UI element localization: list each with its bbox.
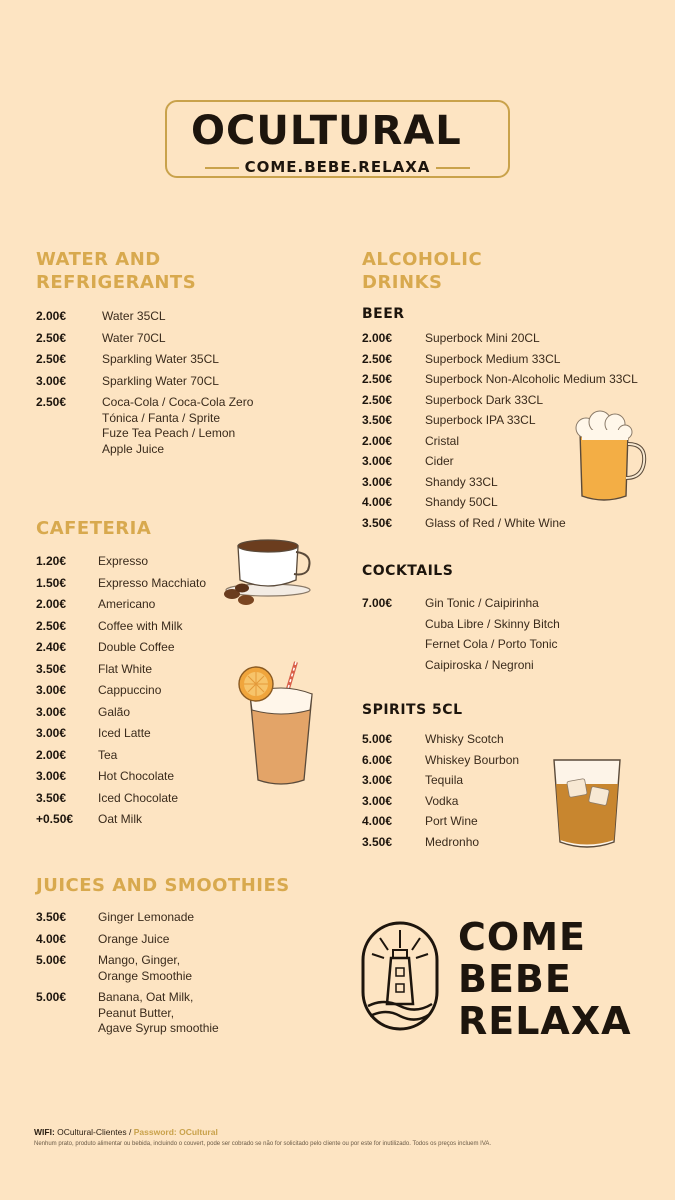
menu-item — [36, 309, 336, 325]
menu-item-price: 2.50€ — [36, 618, 67, 633]
menu-item-price: 3.00€ — [36, 683, 67, 697]
menu-item — [36, 683, 236, 699]
menu-item-price: 4.00€ — [362, 814, 393, 828]
logo-name: OCULTURAL — [191, 108, 462, 154]
menu-item-name: Coffee with Milk — [98, 618, 183, 633]
cocktails-list — [362, 593, 662, 681]
menu-item-name: Superbock Dark 33CL — [425, 392, 544, 407]
menu-item-price: 3.00€ — [36, 726, 67, 740]
menu-item — [362, 593, 662, 675]
menu-item — [362, 372, 662, 388]
menu-item-price: 3.00€ — [36, 373, 67, 388]
menu-item-name: Iced Latte — [98, 726, 151, 740]
menu-item — [36, 748, 236, 764]
menu-item-name: Superbock Mini 20CL — [425, 331, 540, 345]
logo — [165, 100, 510, 178]
menu-item — [36, 910, 316, 926]
menu-item-name: Coca-Cola / Coca-Cola Zero Tónica / Fanta / Sprite Fuze Tea Peach / Lemon Apple Juice — [102, 395, 254, 456]
menu-item-name: Mango, Ginger, Orange Smoothie — [98, 953, 193, 983]
menu-item — [36, 812, 236, 828]
menu-item-name: Glass of Red / White Wine — [425, 515, 566, 530]
subsection-title-spirits: SPIRITS 5CL — [362, 702, 463, 718]
menu-item-price: 7.00€ — [362, 596, 393, 610]
wifi-label: WIFI: — [34, 1127, 55, 1137]
menu-item — [36, 331, 336, 347]
spirits-list — [362, 732, 562, 855]
menu-item-price: +0.50€ — [36, 812, 74, 826]
menu-item-price: 5.00€ — [362, 732, 393, 746]
menu-item-name: Shandy 33CL — [425, 474, 498, 489]
wifi-name: OCultural-Clientes — [57, 1127, 127, 1137]
menu-item — [362, 794, 562, 810]
logo-tagline: COME.BEBE.RELAXA — [167, 158, 508, 176]
menu-item-name: Cider — [425, 454, 454, 468]
menu-item-price: 5.00€ — [36, 953, 67, 967]
menu-item-price: 2.50€ — [36, 352, 67, 366]
section-title-juices: JUICES AND SMOOTHIES — [36, 875, 290, 896]
menu-item-price: 1.50€ — [36, 575, 67, 590]
menu-item — [362, 516, 662, 532]
menu-item-name: Superbock Non-Alcoholic Medium 33CL — [425, 372, 638, 386]
menu-item-name: Expresso — [98, 554, 149, 568]
menu-item — [362, 814, 562, 830]
menu-item-price: 2.50€ — [362, 351, 393, 366]
cafeteria-list — [36, 554, 236, 834]
subsection-title-cocktails: COCKTAILS — [362, 563, 454, 579]
menu-item — [362, 753, 562, 769]
menu-item-price: 3.00€ — [36, 769, 67, 783]
menu-item-price: 3.00€ — [362, 773, 393, 787]
menu-item — [36, 554, 236, 570]
menu-item-name: Sparkling Water 70CL — [102, 373, 219, 388]
menu-item — [362, 835, 562, 851]
lighthouse-icon — [360, 920, 440, 1032]
menu-item — [36, 619, 236, 635]
iced-drink-icon — [236, 658, 326, 790]
menu-item-name: Sparkling Water 35CL — [102, 352, 219, 366]
menu-item — [362, 352, 662, 368]
menu-item-price: 3.50€ — [36, 790, 67, 805]
wifi-separator: / — [128, 1127, 132, 1137]
menu-item-price: 2.00€ — [36, 309, 67, 323]
menu-item — [36, 576, 236, 592]
menu-item — [362, 773, 562, 789]
legal-note: Nenhum prato, produto alimentar ou bebida, incluindo o couvert, pode ser cobrado se não for solicitado pelo cliente ou por este for inutilizado. Todos os preços incluem IVA. — [34, 1141, 492, 1147]
menu-item — [362, 331, 662, 347]
wifi-info — [34, 1127, 218, 1137]
juices-list — [36, 910, 316, 1043]
menu-item-price: 2.00€ — [362, 331, 393, 345]
menu-item — [36, 932, 316, 948]
menu-item-price: 3.50€ — [362, 834, 393, 849]
menu-item-name: Port Wine — [425, 814, 478, 828]
menu-item-price: 2.50€ — [362, 392, 393, 407]
water-list — [36, 309, 336, 463]
menu-item-price: 2.00€ — [36, 597, 67, 611]
menu-item-name: Ginger Lemonade — [98, 910, 195, 924]
menu-item-price: 4.00€ — [36, 931, 67, 946]
menu-item-price: 3.00€ — [362, 454, 393, 468]
menu-item-name: Galão — [98, 704, 131, 719]
beer-mug-icon — [568, 406, 650, 506]
menu-item — [36, 597, 236, 613]
menu-item-name: Superbock Medium 33CL — [425, 351, 561, 366]
menu-item-price: 2.50€ — [36, 330, 67, 345]
whisky-glass-icon — [548, 752, 626, 854]
menu-item-price: 2.50€ — [362, 372, 393, 386]
menu-item-name: Flat White — [98, 661, 153, 676]
menu-item-name: Expresso Macchiato — [98, 575, 207, 590]
menu-item-price: 2.50€ — [36, 395, 67, 409]
menu-item-price: 2.00€ — [362, 433, 393, 448]
menu-item-price: 3.50€ — [36, 910, 67, 924]
menu-item-name: Tequila — [425, 773, 464, 787]
menu-item — [36, 374, 336, 390]
menu-item-price: 3.50€ — [362, 515, 393, 530]
menu-item — [36, 791, 236, 807]
menu-item-name: Cristal — [425, 433, 460, 448]
menu-item-price: 3.00€ — [362, 474, 393, 489]
menu-item-price: 2.00€ — [36, 747, 67, 762]
menu-item-name: Water 35CL — [102, 309, 166, 323]
password-value: OCultural — [179, 1127, 218, 1137]
menu-item-name: Hot Chocolate — [98, 769, 175, 783]
menu-item-price: 3.00€ — [36, 704, 67, 719]
menu-item-name: Tea — [98, 747, 118, 762]
menu-item-name: Americano — [98, 597, 156, 611]
menu-item-price: 6.00€ — [362, 752, 393, 767]
menu-item-name: Medronho — [425, 834, 480, 849]
menu-item — [36, 352, 336, 368]
menu-item-name: Vodka — [425, 793, 459, 808]
coffee-cup-icon — [218, 532, 318, 612]
menu-item-price: 1.20€ — [36, 554, 67, 568]
menu-item — [36, 769, 236, 785]
menu-item-name: Whiskey Bourbon — [425, 752, 520, 767]
menu-item-name: Whisky Scotch — [425, 732, 504, 746]
menu-item-name: Shandy 50CL — [425, 495, 498, 509]
menu-item-name: Gin Tonic / Caipirinha Cuba Libre / Skinny Bitch Fernet Cola / Porto Tonic Caipiroska / Negroni — [425, 596, 560, 672]
menu-item-price: 3.50€ — [36, 661, 67, 676]
subsection-title-beer: BEER — [362, 306, 405, 322]
menu-item-price: 3.00€ — [362, 793, 393, 808]
menu-item-name: Water 70CL — [102, 330, 166, 345]
menu-item-price: 2.40€ — [36, 640, 67, 654]
menu-item — [36, 395, 336, 457]
menu-item-price: 3.50€ — [362, 413, 393, 427]
menu-item-price: 4.00€ — [362, 495, 393, 509]
menu-item-name: Banana, Oat Milk, Peanut Butter, Agave Syrup smoothie — [98, 990, 219, 1035]
password-label: Password: — [133, 1127, 177, 1137]
menu-item — [36, 990, 316, 1037]
menu-item-price: 5.00€ — [36, 990, 67, 1004]
section-title-cafeteria: CAFETERIA — [36, 518, 152, 539]
section-title-water: WATER AND REFRIGERANTS — [36, 249, 197, 293]
menu-item-name: Iced Chocolate — [98, 790, 179, 805]
menu-item-name: Orange Juice — [98, 931, 170, 946]
menu-item — [362, 732, 562, 748]
menu-item — [36, 726, 236, 742]
menu-item — [36, 640, 236, 656]
brand-slogan: COME BEBE RELAXA — [458, 915, 632, 1043]
menu-item-name: Cappuccino — [98, 683, 162, 697]
menu-item-name: Superbock IPA 33CL — [425, 413, 536, 427]
menu-item-name: Oat Milk — [98, 812, 143, 826]
menu-item — [36, 705, 236, 721]
menu-item — [36, 953, 316, 984]
menu-item — [36, 662, 236, 678]
menu-item-name: Double Coffee — [98, 640, 175, 654]
section-title-alcoholic: ALCOHOLIC DRINKS — [362, 249, 483, 293]
